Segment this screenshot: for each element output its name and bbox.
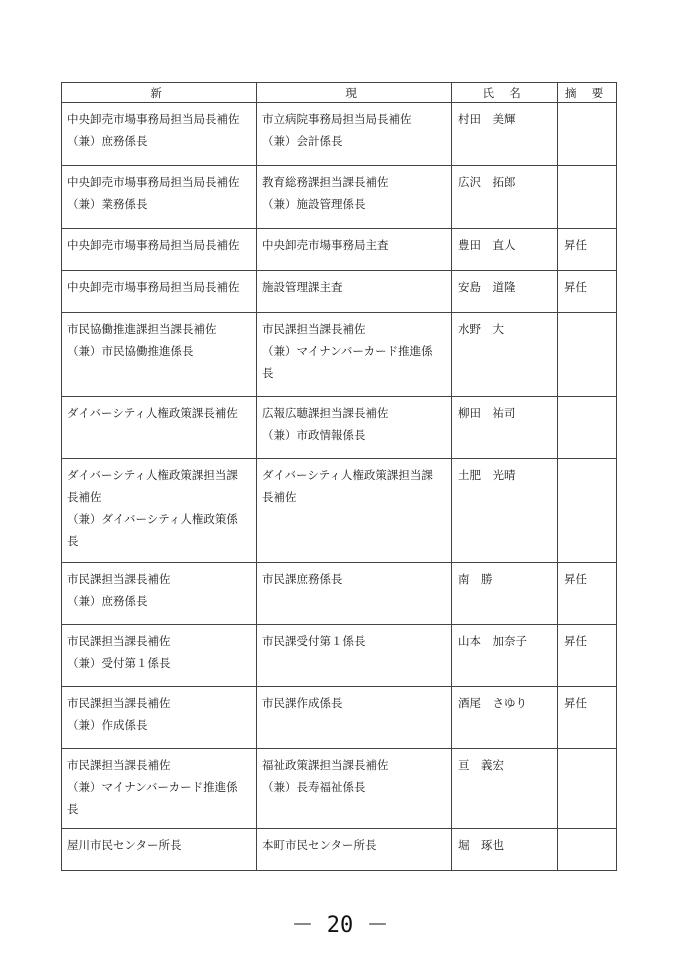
new-position-line: 長 — [67, 802, 79, 816]
personnel-table — [61, 82, 617, 871]
new-position-line: （兼）庶務係長 — [67, 134, 148, 148]
current-position-line: 長 — [262, 366, 274, 380]
cell-new-position — [62, 687, 257, 749]
cell-current-position — [257, 687, 452, 749]
cell-name — [452, 271, 558, 313]
current-position-line: 市民課担当課長補佐 — [262, 322, 366, 336]
note-text: 昇任 — [564, 238, 587, 252]
header-row — [62, 83, 617, 103]
current-position-line: 本町市民センター所長 — [262, 838, 377, 852]
cell-name — [452, 313, 558, 397]
header-new: 新 — [62, 83, 257, 103]
cell-note — [558, 313, 617, 397]
note-text — [558, 749, 616, 754]
cell-note — [558, 829, 617, 871]
current-position-line: 市立病院事務局担当局長補佐 — [262, 112, 412, 126]
new-position-line: 中央卸売市場事務局担当局長補佐 — [67, 280, 240, 294]
cell-current-position — [257, 397, 452, 459]
current-position-line: 教育総務課担当課長補佐 — [262, 175, 389, 189]
cell-name — [452, 625, 558, 687]
new-position-line: 市民課担当課長補佐 — [67, 572, 171, 586]
cell-name — [452, 397, 558, 459]
new-position-line: （兼）庶務係長 — [67, 594, 148, 608]
cell-current-position — [257, 271, 452, 313]
table-row — [62, 749, 617, 829]
cell-name — [452, 829, 558, 871]
new-position-line: 市民課担当課長補佐 — [67, 758, 171, 772]
cell-current-position — [257, 229, 452, 271]
header-current: 現 — [257, 83, 452, 103]
new-position-line: 市民協働推進課担当課長補佐 — [67, 322, 217, 336]
person-name: 安島 道隆 — [458, 280, 516, 294]
table-row — [62, 625, 617, 687]
person-name: 広沢 拓郎 — [458, 175, 516, 189]
new-position-line: 中央卸売市場事務局担当局長補佐 — [67, 238, 240, 252]
current-position-line: 長補佐 — [262, 490, 297, 504]
current-position-line: 中央卸売市場事務局主査 — [262, 238, 389, 252]
cell-new-position — [62, 625, 257, 687]
cell-note — [558, 271, 617, 313]
current-position-line: （兼）市政情報係長 — [262, 428, 366, 442]
new-position-line: 長 — [67, 534, 79, 548]
new-position-line: （兼）作成係長 — [67, 718, 148, 732]
current-position-line: 施設管理課主査 — [262, 280, 343, 294]
cell-current-position — [257, 563, 452, 625]
table-row — [62, 563, 617, 625]
table-row — [62, 166, 617, 229]
note-text: 昇任 — [564, 696, 587, 710]
cell-name — [452, 687, 558, 749]
current-position-line: 市民課受付第１係長 — [262, 634, 366, 648]
note-text — [558, 166, 616, 171]
cell-name — [452, 229, 558, 271]
new-position-line: ダイバーシティ人権政策課長補佐 — [67, 406, 238, 420]
cell-note — [558, 103, 617, 166]
cell-current-position — [257, 829, 452, 871]
cell-note — [558, 397, 617, 459]
new-position-line: 中央卸売市場事務局担当局長補佐 — [67, 112, 240, 126]
cell-new-position — [62, 563, 257, 625]
table-row — [62, 229, 617, 271]
note-text: 昇任 — [564, 634, 587, 648]
header-name: 氏 名 — [452, 83, 558, 103]
cell-current-position — [257, 166, 452, 229]
new-position-line: 長補佐 — [67, 490, 102, 504]
person-name: 水野 大 — [458, 322, 504, 336]
table-row — [62, 313, 617, 397]
new-position-line: 市民課担当課長補佐 — [67, 696, 171, 710]
table-row — [62, 459, 617, 563]
table-row — [62, 271, 617, 313]
current-position-line: 市民課作成係長 — [262, 696, 343, 710]
note-text — [558, 459, 616, 464]
new-position-line: （兼）マイナンバーカード推進係 — [67, 780, 238, 794]
cell-new-position — [62, 397, 257, 459]
header-note: 摘 要 — [558, 83, 617, 103]
person-name: 堀 琢也 — [458, 838, 504, 852]
person-name: 豊田 直人 — [458, 238, 516, 252]
table-row — [62, 687, 617, 749]
person-name: 山本 加奈子 — [458, 634, 527, 648]
cell-current-position — [257, 749, 452, 829]
cell-note — [558, 229, 617, 271]
table-row — [62, 829, 617, 871]
new-position-line: （兼）ダイバーシティ人権政策係 — [67, 512, 238, 526]
person-name: 村田 美輝 — [458, 112, 516, 126]
new-position-line: （兼）業務係長 — [67, 197, 148, 211]
cell-name — [452, 459, 558, 563]
cell-current-position — [257, 103, 452, 166]
table-row — [62, 103, 617, 166]
note-text: 昇任 — [564, 280, 587, 294]
cell-note — [558, 459, 617, 563]
new-position-line: （兼）受付第１係長 — [67, 656, 171, 670]
new-position-line: 屋川市民センター所長 — [67, 838, 182, 852]
cell-new-position — [62, 229, 257, 271]
current-position-line: 福祉政策課担当課長補佐 — [262, 758, 389, 772]
current-position-line: （兼）施設管理係長 — [262, 197, 366, 211]
cell-new-position — [62, 749, 257, 829]
person-name: 酒尾 さゆり — [458, 696, 527, 710]
new-position-line: ダイバーシティ人権政策課担当課 — [67, 468, 238, 482]
cell-name — [452, 749, 558, 829]
current-position-line: （兼）長寿福祉係長 — [262, 780, 366, 794]
note-text — [558, 397, 616, 402]
cell-note — [558, 563, 617, 625]
current-position-line: （兼）マイナンバーカード推進係 — [262, 344, 433, 358]
cell-name — [452, 166, 558, 229]
note-text — [558, 313, 616, 318]
cell-new-position — [62, 166, 257, 229]
cell-current-position — [257, 459, 452, 563]
cell-note — [558, 166, 617, 229]
cell-name — [452, 563, 558, 625]
cell-new-position — [62, 103, 257, 166]
cell-note — [558, 749, 617, 829]
cell-new-position — [62, 271, 257, 313]
new-position-line: （兼）市民協働推進係長 — [67, 344, 194, 358]
person-name: 亘 義宏 — [458, 758, 504, 772]
page-number: － 20 － — [291, 913, 389, 938]
person-name: 南 勝 — [458, 572, 493, 586]
cell-new-position — [62, 459, 257, 563]
current-position-line: ダイバーシティ人権政策課担当課 — [262, 468, 433, 482]
cell-new-position — [62, 313, 257, 397]
note-text — [558, 103, 616, 108]
cell-note — [558, 687, 617, 749]
cell-current-position — [257, 625, 452, 687]
person-name: 柳田 祐司 — [458, 406, 516, 420]
person-name: 土肥 光晴 — [458, 468, 516, 482]
cell-current-position — [257, 313, 452, 397]
current-position-line: （兼）会計係長 — [262, 134, 343, 148]
current-position-line: 広報広聴課担当課長補佐 — [262, 406, 389, 420]
note-text: 昇任 — [564, 572, 587, 586]
table-row — [62, 397, 617, 459]
current-position-line: 市民課庶務係長 — [262, 572, 343, 586]
cell-new-position — [62, 829, 257, 871]
new-position-line: 市民課担当課長補佐 — [67, 634, 171, 648]
cell-note — [558, 625, 617, 687]
cell-name — [452, 103, 558, 166]
note-text — [558, 829, 616, 834]
new-position-line: 中央卸売市場事務局担当局長補佐 — [67, 175, 240, 189]
